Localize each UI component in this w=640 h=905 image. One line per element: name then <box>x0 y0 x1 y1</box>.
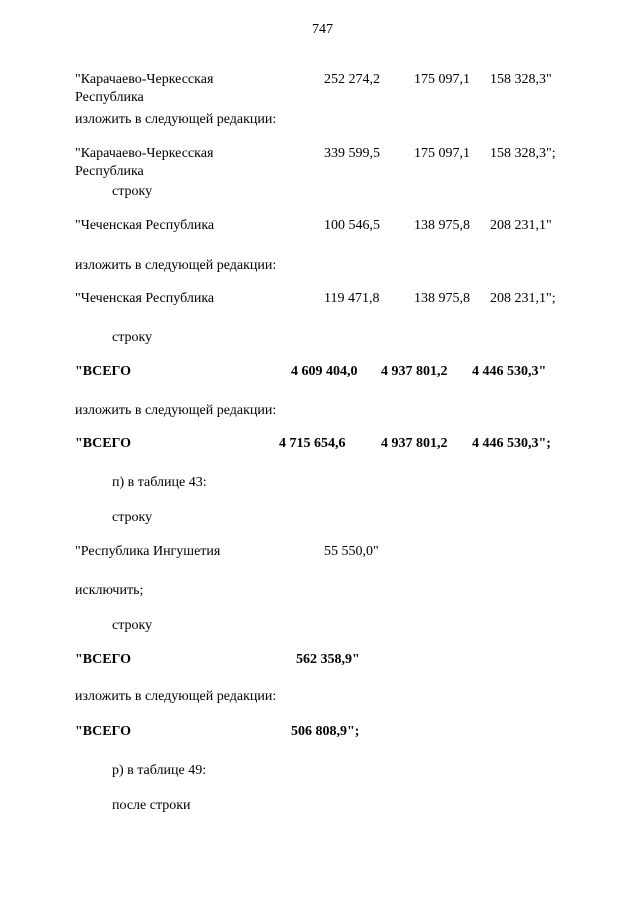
total-value-3: 4 446 530,3"; <box>472 436 551 451</box>
stroku-label: строку <box>112 330 153 345</box>
row-name: "Чеченская Республика <box>75 291 215 306</box>
row-name-line2: Республика <box>75 90 144 105</box>
row-value-1: 252 274,2 <box>324 72 380 87</box>
page-number: 747 <box>312 22 333 37</box>
total-value-1: 506 808,9"; <box>291 724 360 739</box>
after-row-label: после строки <box>112 798 191 813</box>
row-value-2: 175 097,1 <box>414 146 470 161</box>
row-name-line1: "Карачаево-Черкесская <box>75 72 214 87</box>
total-value-3: 4 446 530,3" <box>472 364 547 379</box>
item-r: р) в таблице 49: <box>112 763 207 778</box>
row-value-1: 100 546,5 <box>324 218 380 233</box>
total-value-1: 4 609 404,0 <box>291 364 358 379</box>
row-value-2: 175 097,1 <box>414 72 470 87</box>
total-value-2: 4 937 801,2 <box>381 436 448 451</box>
total-name: "ВСЕГО <box>75 652 132 667</box>
edit-phrase: изложить в следующей редакции: <box>75 258 277 273</box>
edit-phrase: изложить в следующей редакции: <box>75 689 277 704</box>
row-name-line2: Республика <box>75 164 144 179</box>
row-name-line1: "Карачаево-Черкесская <box>75 146 214 161</box>
row-name: "Чеченская Республика <box>75 218 215 233</box>
total-value-1: 4 715 654,6 <box>279 436 346 451</box>
edit-phrase: изложить в следующей редакции: <box>75 403 277 418</box>
total-name: "ВСЕГО <box>75 724 132 739</box>
row-value-3: 158 328,3"; <box>490 146 556 161</box>
stroku-label: строку <box>112 510 153 525</box>
total-name: "ВСЕГО <box>75 436 132 451</box>
edit-phrase: изложить в следующей редакции: <box>75 112 277 127</box>
total-name: "ВСЕГО <box>75 364 132 379</box>
item-p: п) в таблице 43: <box>112 475 207 490</box>
row-name: "Республика Ингушетия <box>75 544 221 559</box>
row-value-3: 208 231,1"; <box>490 291 556 306</box>
row-value-3: 158 328,3" <box>490 72 552 87</box>
exclude-phrase: исключить; <box>75 583 144 598</box>
total-value-1: 562 358,9" <box>296 652 360 667</box>
stroku-label: строку <box>112 184 153 199</box>
row-value-3: 208 231,1" <box>490 218 552 233</box>
row-value-1: 119 471,8 <box>324 291 380 306</box>
row-value-1: 339 599,5 <box>324 146 380 161</box>
stroku-label: строку <box>112 618 153 633</box>
row-value-2: 138 975,8 <box>414 218 470 233</box>
row-value-2: 138 975,8 <box>414 291 470 306</box>
row-value-1: 55 550,0" <box>324 544 379 559</box>
total-value-2: 4 937 801,2 <box>381 364 448 379</box>
